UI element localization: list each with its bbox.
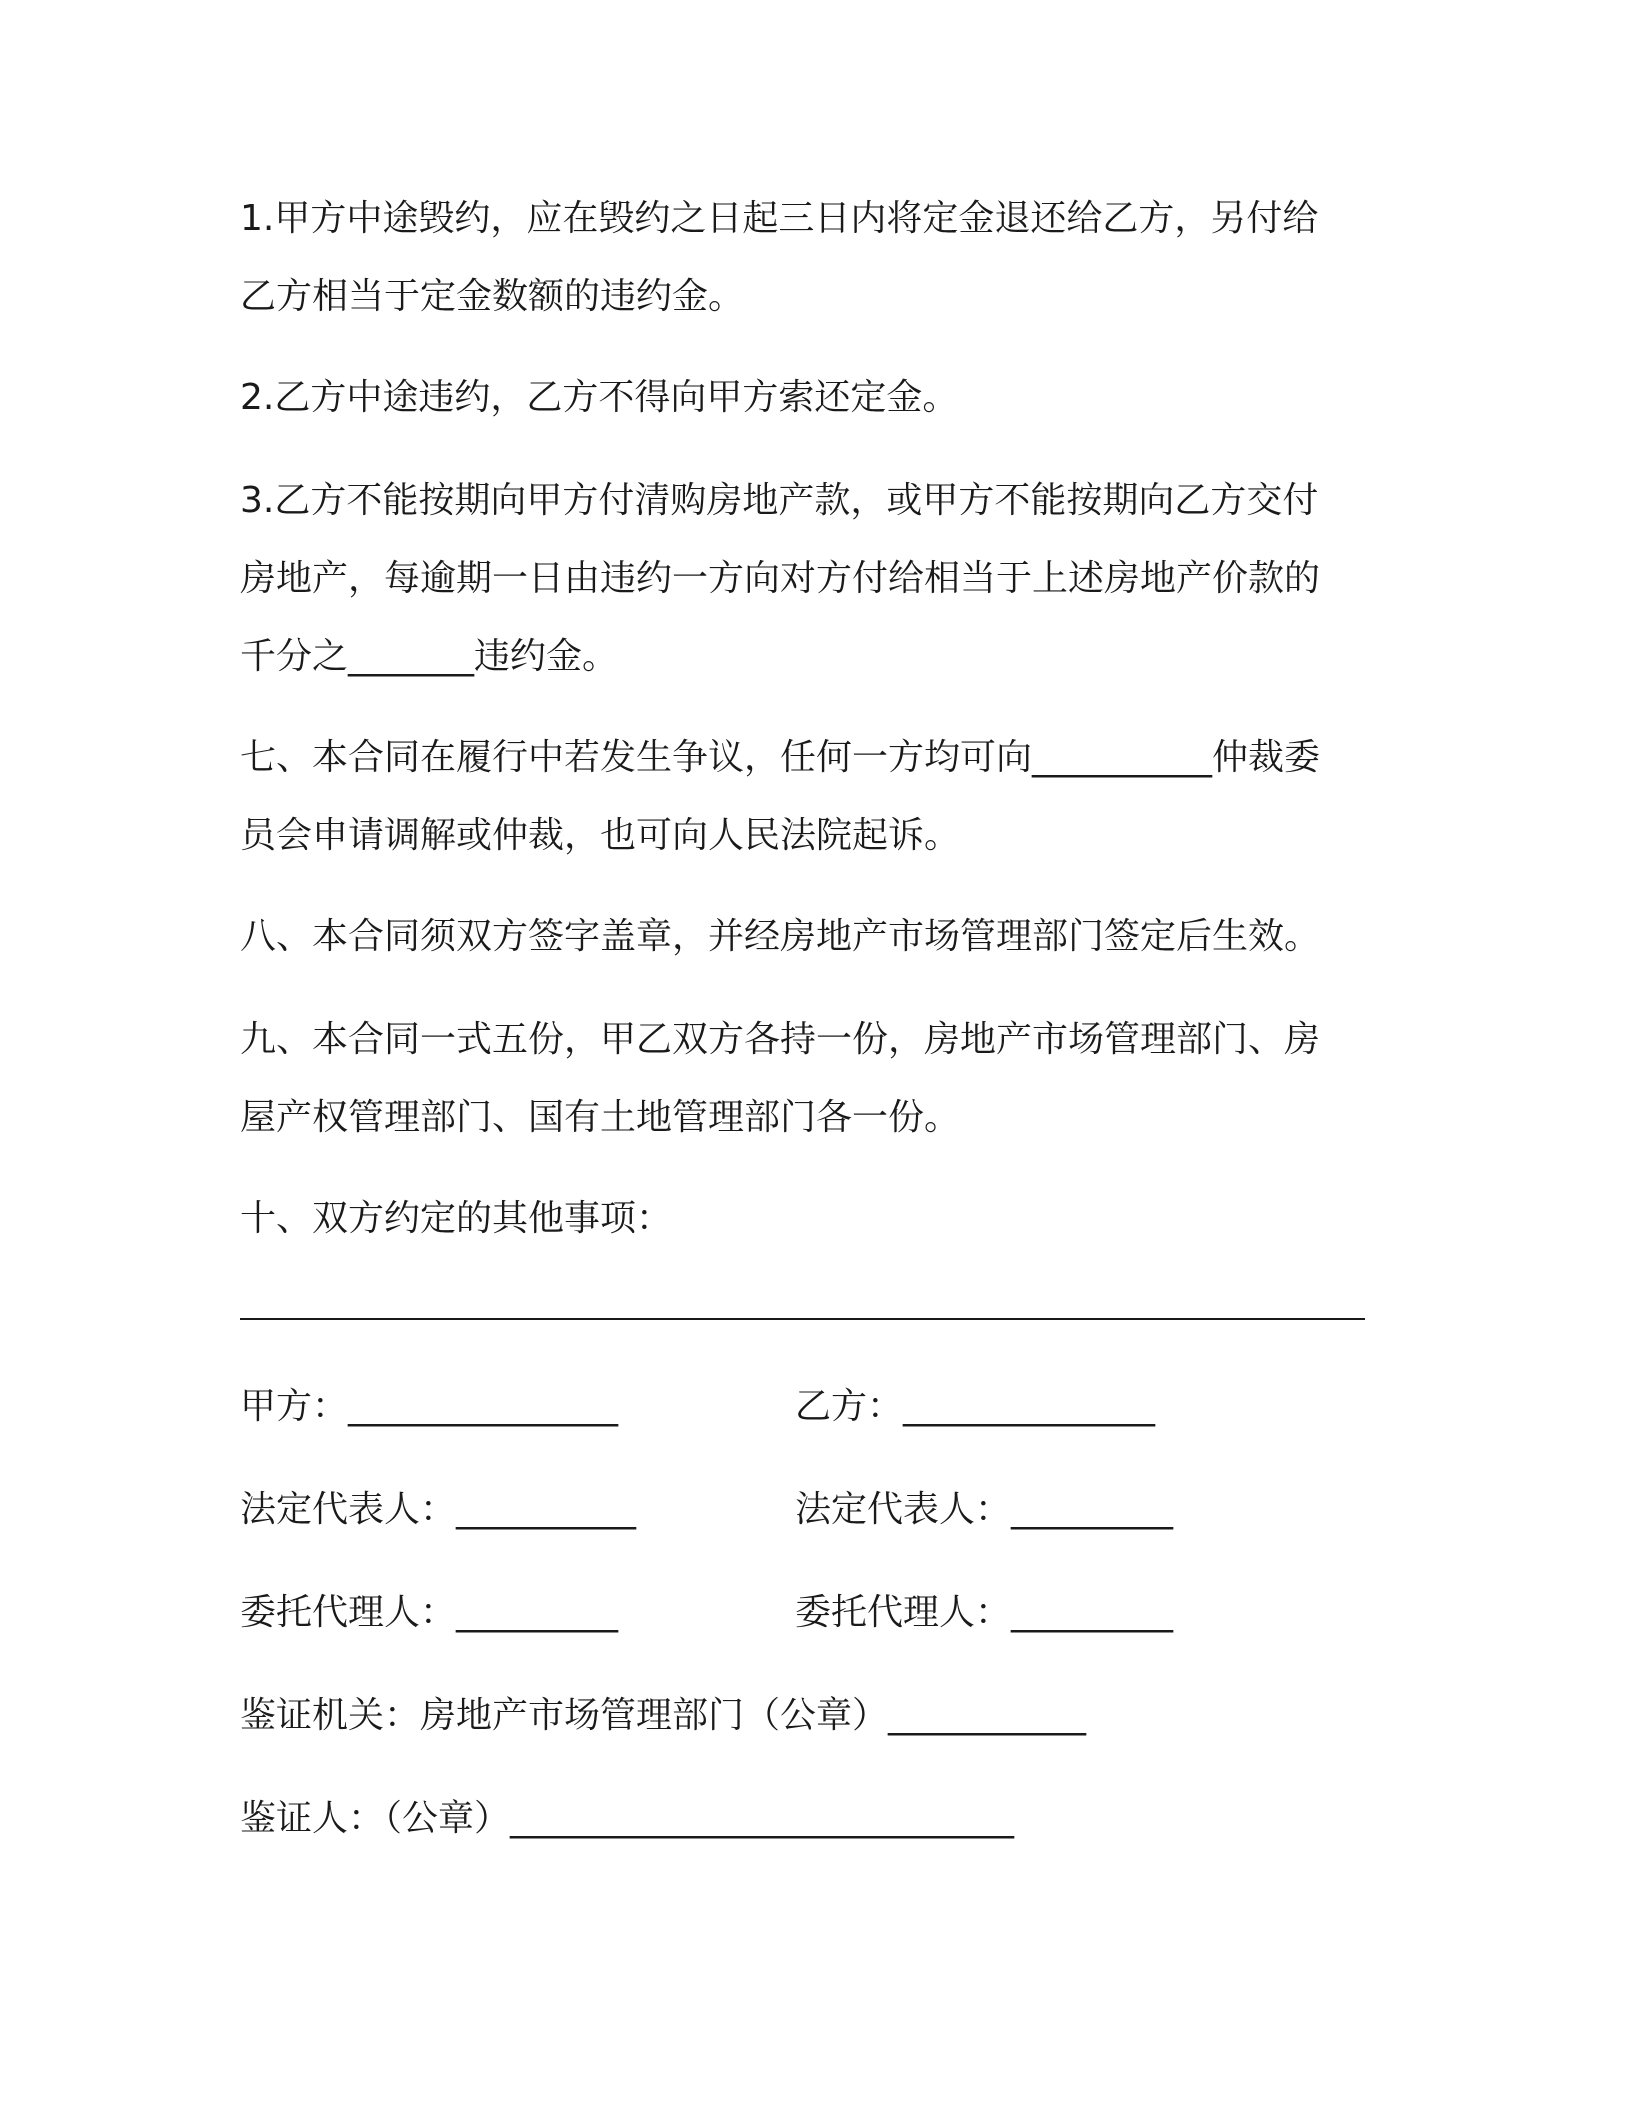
clause-2 [240, 359, 1380, 437]
clause-line: 屋产权管理部门、国有土地管理部门各一份。 [240, 1097, 961, 1138]
clause-line: 员会申请调解或仲裁，也可向人民法院起诉。 [240, 815, 961, 856]
clause-line: 千分之_______违约金。 [240, 636, 619, 677]
clause-line: 八、本合同须双方签字盖章，并经房地产市场管理部门签定后生效。 [240, 916, 1321, 957]
party-b-signature: 乙方：______________ [795, 1386, 1156, 1427]
clause-1 [240, 180, 1380, 336]
authenticator: 鉴证人：（公章）____________________________ [240, 1798, 1015, 1839]
party-a-legal-representative: 法定代表人：__________ [240, 1489, 637, 1530]
authentication-authority: 鉴证机关：房地产市场管理部门（公章）___________ [240, 1695, 1087, 1736]
party-b-legal-representative: 法定代表人：_________ [795, 1489, 1174, 1530]
clause-line: 2.乙方中途违约，乙方不得向甲方索还定金。 [240, 377, 959, 418]
other-matters-blank-line [240, 1318, 1365, 1320]
clause-seven [240, 719, 1380, 875]
party-b-agent: 委托代理人：_________ [795, 1592, 1174, 1633]
clause-line: 3.乙方不能按期向甲方付清购房地产款，或甲方不能按期向乙方交付 [240, 480, 1319, 521]
clause-line: 房地产，每逾期一日由违约一方向对方付给相当于上述房地产价款的 [240, 558, 1321, 599]
clause-line: 七、本合同在履行中若发生争议，任何一方均可向__________仲裁委 [240, 737, 1321, 778]
party-a-signature: 甲方：_______________ [240, 1386, 619, 1427]
clause-line: 九、本合同一式五份，甲乙双方各持一份，房地产市场管理部门、房 [240, 1019, 1321, 1060]
clause-ten [240, 1180, 1380, 1258]
clause-3 [240, 462, 1380, 696]
clause-nine [240, 1001, 1380, 1157]
clause-eight [240, 898, 1380, 976]
party-a-agent: 委托代理人：_________ [240, 1592, 619, 1633]
clause-line: 十、双方约定的其他事项： [240, 1198, 673, 1239]
clause-line: 乙方相当于定金数额的违约金。 [240, 276, 745, 317]
clause-line: 1.甲方中途毁约，应在毁约之日起三日内将定金退还给乙方，另付给 [240, 198, 1319, 239]
